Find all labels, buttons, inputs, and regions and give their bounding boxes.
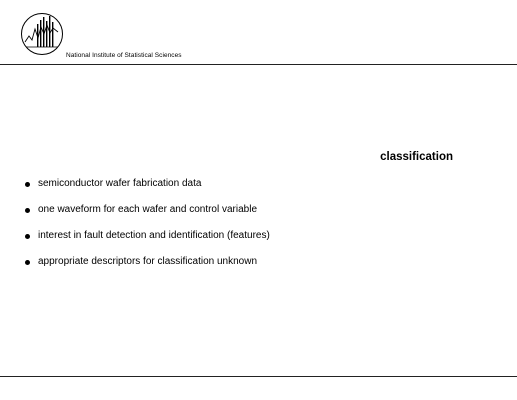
organization-name: National Institute of Statistical Sciences xyxy=(66,52,182,59)
footer-divider xyxy=(0,376,517,377)
niss-logo-icon xyxy=(20,12,64,56)
header-divider xyxy=(0,64,517,65)
bullet-text: one waveform for each wafer and control variable xyxy=(38,204,258,215)
bullet-dot-icon xyxy=(25,234,30,239)
bullet-text: appropriate descriptors for classification unknown xyxy=(38,256,257,267)
bullet-text: semiconductor wafer fabrication data xyxy=(38,178,202,189)
bullet-dot-icon xyxy=(25,208,30,213)
bullet-dot-icon xyxy=(25,260,30,265)
bullet-text: interest in fault detection and identification (features) xyxy=(38,230,270,241)
slide-title: classification xyxy=(380,151,453,163)
bullet-dot-icon xyxy=(25,182,30,187)
